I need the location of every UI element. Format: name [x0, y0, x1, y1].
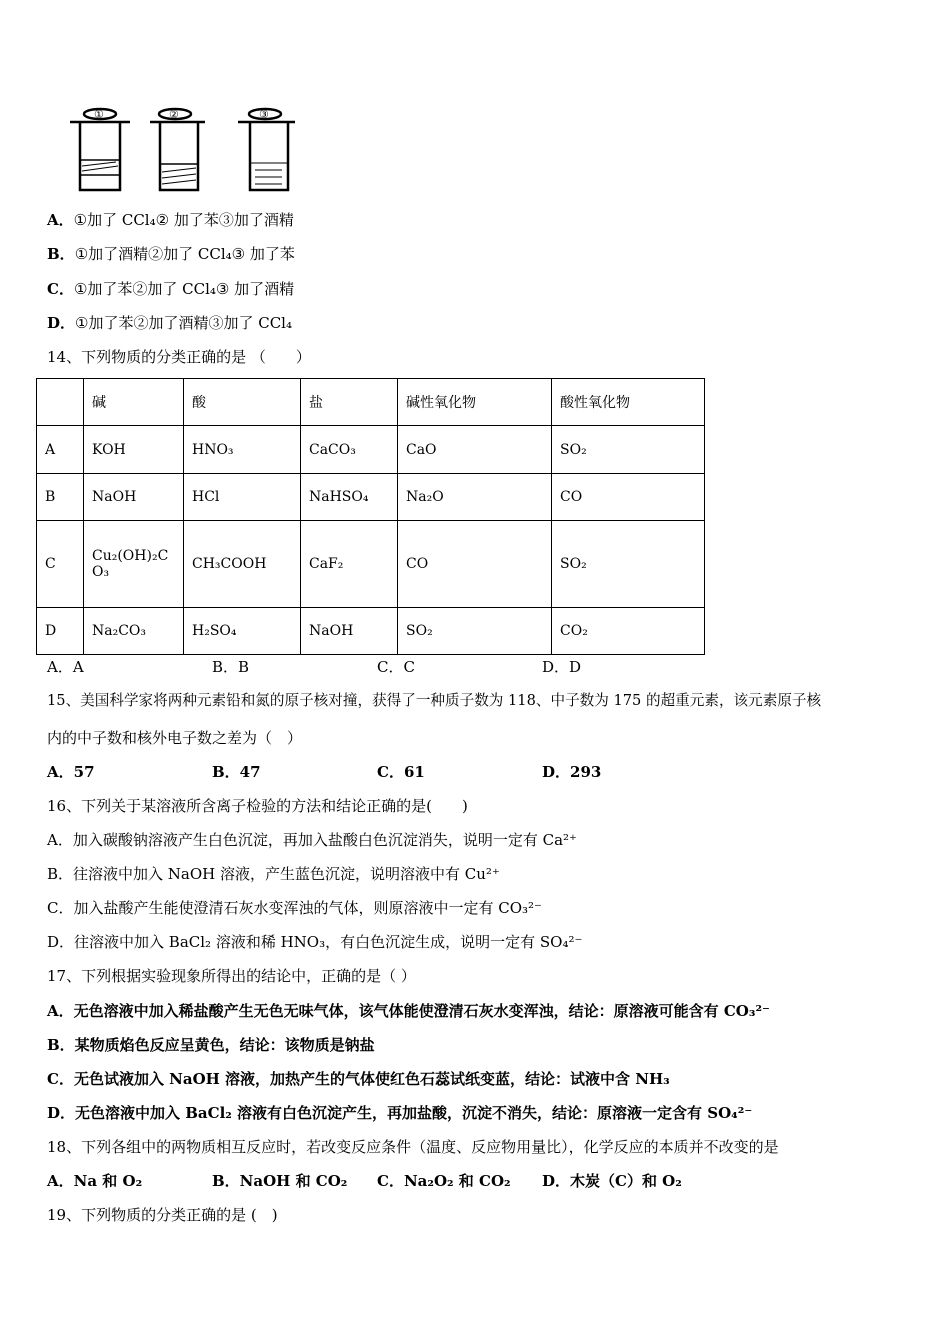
q13-option-d: D．①加了苯②加了酒精③加了 CCl₄	[47, 314, 292, 332]
q17-option-b: B．某物质焰色反应呈黄色，结论：该物质是钠盐	[47, 1036, 375, 1054]
q15-stem-line2: 内的中子数和核外电子数之差为（ ）	[47, 729, 303, 747]
header-cell: 碱性氧化物	[398, 379, 552, 426]
cell: HCl	[184, 474, 301, 521]
cell: NaOH	[301, 608, 398, 655]
header-cell	[37, 379, 84, 426]
header-cell: 碱	[84, 379, 184, 426]
cell: Cu₂(OH)₂CO₃	[84, 521, 184, 608]
q13-option-a: A．①加了 CCl₄② 加了苯③加了酒精	[47, 211, 294, 229]
tube-label-1: ①	[94, 108, 104, 121]
table-row	[37, 474, 705, 521]
q18-stem: 18、下列各组中的两物质相互反应时，若改变反应条件（温度、反应物用量比），化学反应的本质并不改变的是	[47, 1138, 779, 1156]
q16-option-c: C．加入盐酸产生能使澄清石灰水变浑浊的气体，则原溶液中一定有 CO₃²⁻	[47, 899, 542, 917]
cell: D	[37, 608, 84, 655]
q14-option-c: C．C	[377, 658, 415, 676]
q16-option-a: A．加入碳酸钠溶液产生白色沉淀，再加入盐酸白色沉淀消失，说明一定有 Ca²⁺	[47, 831, 577, 849]
q13-option-b: B．①加了酒精②加了 CCl₄③ 加了苯	[47, 245, 295, 263]
table-row	[37, 608, 705, 655]
q15-option-d: D．293	[542, 763, 602, 781]
q15-option-b: B．47	[212, 763, 261, 781]
cell: B	[37, 474, 84, 521]
cell: A	[37, 426, 84, 474]
q19-stem: 19、下列物质的分类正确的是 ( )	[47, 1206, 278, 1224]
q16-option-d: D．往溶液中加入 BaCl₂ 溶液和稀 HNO₃，有白色沉淀生成，说明一定有 SO₄²⁻	[47, 933, 583, 951]
header-cell: 盐	[301, 379, 398, 426]
q15-option-a: A．57	[47, 763, 95, 781]
cell: HNO₃	[184, 426, 301, 474]
q18-option-c: C．Na₂O₂ 和 CO₂	[377, 1172, 511, 1190]
q17-option-c: C．无色试液加入 NaOH 溶液，加热产生的气体使红色石蕊试纸变蓝，结论：试液中含 NH₃	[47, 1070, 670, 1088]
cell: NaHSO₄	[301, 474, 398, 521]
cell: H₂SO₄	[184, 608, 301, 655]
cell: SO₂	[398, 608, 552, 655]
q16-option-b: B．往溶液中加入 NaOH 溶液，产生蓝色沉淀，说明溶液中有 Cu²⁺	[47, 865, 500, 883]
table-row	[37, 521, 705, 608]
classification-table	[36, 378, 705, 655]
cell: CH₃COOH	[184, 521, 301, 608]
cell: CaCO₃	[301, 426, 398, 474]
cell: C	[37, 521, 84, 608]
q18-option-a: A．Na 和 O₂	[47, 1172, 143, 1190]
q14-option-d: D．D	[542, 658, 582, 676]
test-tubes-figure	[60, 100, 300, 195]
header-cell: 酸性氧化物	[552, 379, 705, 426]
q16-stem: 16、下列关于某溶液所含离子检验的方法和结论正确的是( )	[47, 797, 468, 815]
q17-option-d: D．无色溶液中加入 BaCl₂ 溶液有白色沉淀产生，再加盐酸，沉淀不消失，结论：原溶液一定含有 SO₄²⁻	[47, 1104, 753, 1122]
header-cell: 酸	[184, 379, 301, 426]
q15-option-c: C．61	[377, 763, 425, 781]
q18-option-d: D．木炭（C）和 O₂	[542, 1172, 682, 1190]
q17-stem: 17、下列根据实验现象所得出的结论中，正确的是（ ）	[47, 967, 416, 985]
tube-label-2: ②	[169, 108, 179, 121]
cell: CO₂	[552, 608, 705, 655]
q18-option-b: B．NaOH 和 CO₂	[212, 1172, 348, 1190]
cell: NaOH	[84, 474, 184, 521]
cell: Na₂O	[398, 474, 552, 521]
table-header-row	[37, 379, 705, 426]
q14-stem: 14、下列物质的分类正确的是 （ ）	[47, 348, 311, 366]
cell: KOH	[84, 426, 184, 474]
table-row	[37, 426, 705, 474]
cell: CaO	[398, 426, 552, 474]
cell: SO₂	[552, 521, 705, 608]
cell: SO₂	[552, 426, 705, 474]
q14-option-b: B．B	[212, 658, 250, 676]
cell: CaF₂	[301, 521, 398, 608]
q15-stem-line1: 15、美国科学家将两种元素铅和氮的原子核对撞，获得了一种质子数为 118、中子数为 175 的超重元素，该元素原子核	[47, 692, 822, 709]
q14-option-a: A．A	[47, 658, 84, 676]
cell: CO	[552, 474, 705, 521]
cell: Na₂CO₃	[84, 608, 184, 655]
tube-label-3: ③	[259, 108, 269, 121]
cell: CO	[398, 521, 552, 608]
q17-option-a: A．无色溶液中加入稀盐酸产生无色无味气体，该气体能使澄清石灰水变浑浊，结论：原溶液可能含有 CO₃²⁻	[47, 1002, 770, 1020]
q13-option-c: C．①加了苯②加了 CCl₄③ 加了酒精	[47, 280, 295, 298]
